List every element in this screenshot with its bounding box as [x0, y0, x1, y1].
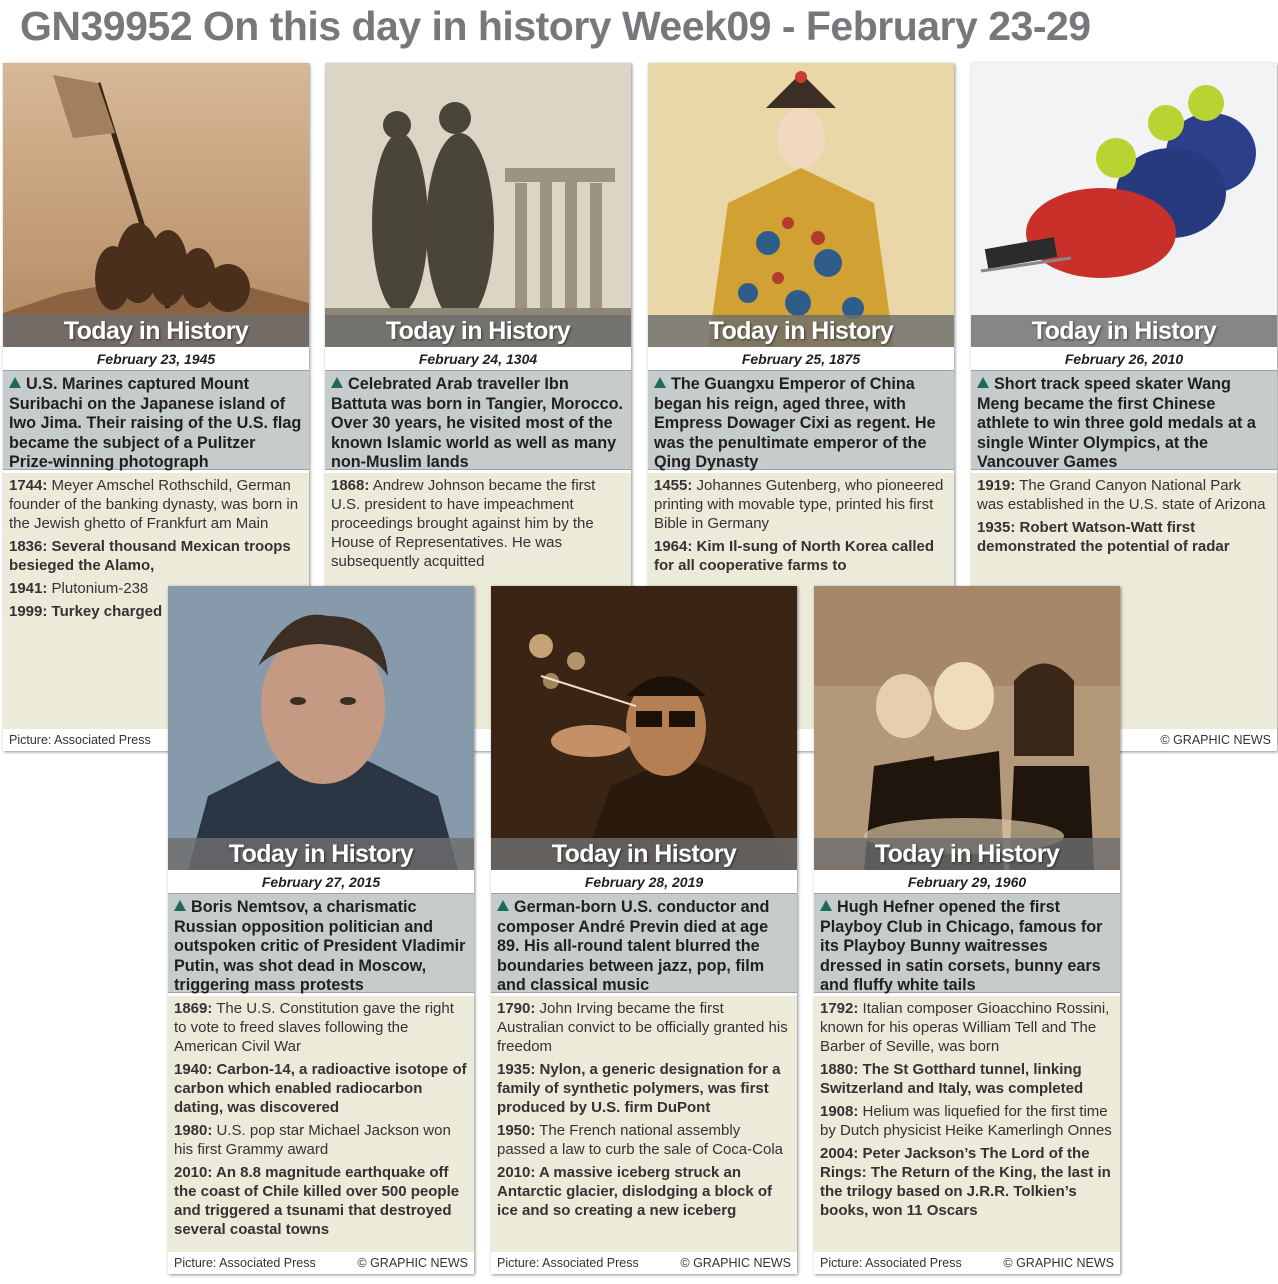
- event-text: Peter Jackson’s The Lord of the Rings: The Return of the King, the last in the trilogy based on J.R.R. Tolkien’s books, won 11 Oscars: [820, 1145, 1111, 1219]
- event-item: [174, 1163, 468, 1239]
- picture-credit: Picture: Associated Press: [820, 1256, 962, 1270]
- event-year: 1869:: [174, 1000, 213, 1017]
- headline-text: Celebrated Arab traveller Ibn Battuta was born in Tangier, Morocco. Over 30 years, he visited most of the known Islamic world as well as many non-Muslim lands: [331, 375, 624, 471]
- event-item: [820, 1102, 1114, 1140]
- photo-iwo-jima: [3, 63, 309, 347]
- event-item: [497, 999, 791, 1056]
- photo-andre-previn: [491, 586, 797, 870]
- card-headline: [3, 370, 309, 470]
- event-text: Italian composer Gioacchino Rossini, known for his operas William Tell and The Barber of Seville, was born: [820, 1000, 1110, 1055]
- card-date: February 27, 2015: [261, 874, 381, 890]
- events-list: [491, 996, 797, 1252]
- event-text: Helium was liquefied for the first time by Dutch physicist Heike Kamerlingh Onnes: [820, 1103, 1112, 1139]
- card-footer: [168, 1252, 474, 1274]
- event-text: The St Gotthard tunnel, linking Switzerland and Italy, was completed: [820, 1061, 1084, 1097]
- card-photo: [325, 63, 631, 347]
- today-in-history-label: Today in History: [385, 317, 571, 345]
- card-headline: [648, 370, 954, 470]
- card-headline: [325, 370, 631, 470]
- copyright-notice: © GRAPHIC NEWS: [680, 1256, 791, 1270]
- headline-text: Boris Nemtsov, a charismatic Russian opposition politician and outspoken critic of President Vladimir Putin, was shot dead in Moscow, triggering mass protests: [174, 898, 466, 994]
- card-date: February 29, 1960: [907, 874, 1027, 890]
- event-year: 1935:: [977, 519, 1016, 536]
- copyright-notice: © GRAPHIC NEWS: [1003, 1256, 1114, 1270]
- card-footer: [814, 1252, 1120, 1274]
- picture-credit: Picture: Associated Press: [174, 1256, 316, 1270]
- event-year: 1455:: [654, 477, 693, 494]
- photo-boris-nemtsov: [168, 586, 474, 870]
- event-text: The Grand Canyon National Park was established in the U.S. state of Arizona: [977, 477, 1266, 513]
- events-list: [814, 996, 1120, 1252]
- event-year: 1868:: [331, 477, 370, 494]
- page-title: GN39952 On this day in history Week09 - February 23-29: [20, 3, 1091, 49]
- triangle-marker-icon: [820, 900, 832, 911]
- event-item: [977, 518, 1271, 556]
- event-text: Kim Il-sung of North Korea called for all cooperative farms to: [654, 538, 935, 574]
- card-date: February 25, 1875: [741, 351, 861, 367]
- headline-text: The Guangxu Emperor of China began his reign, aged three, with Empress Dowager Cixi as regent. He was the penultimate emperor of the Qing Dynasty: [654, 375, 936, 471]
- card-photo: [168, 586, 474, 870]
- event-text: Turkey charged: [47, 603, 163, 620]
- history-card-feb-27: [168, 586, 474, 1274]
- event-text: An 8.8 magnitude earthquake off the coast of Chile killed over 500 people and triggered a tsunami that destroyed several coastal towns: [174, 1164, 460, 1238]
- event-item: [977, 476, 1271, 514]
- event-text: The U.S. Constitution gave the right to vote to freed slaves following the American Civil War: [174, 1000, 454, 1055]
- event-year: 2010:: [174, 1164, 213, 1181]
- event-item: [820, 1060, 1114, 1098]
- event-item: [654, 537, 948, 575]
- event-year: 1999:: [9, 603, 48, 620]
- event-text: A massive iceberg struck an Antarctic glacier, dislodging a block of ice and so creating a new iceberg: [497, 1164, 773, 1219]
- event-year: 1950:: [497, 1122, 536, 1139]
- event-text: Meyer Amschel Rothschild, German founder of the banking dynasty, was born in the Jewish ghetto of Frankfurt am Main: [9, 477, 299, 532]
- card-date: February 24, 1304: [418, 351, 538, 367]
- card-date: February 26, 2010: [1064, 351, 1184, 367]
- events-list: [168, 996, 474, 1252]
- today-in-history-label: Today in History: [708, 317, 894, 345]
- triangle-marker-icon: [654, 377, 666, 388]
- card-headline: [491, 893, 797, 993]
- event-item: [820, 1144, 1114, 1220]
- card-footer: [491, 1252, 797, 1274]
- event-item: [497, 1121, 791, 1159]
- event-text: Andrew Johnson became the first U.S. president to have impeachment proceedings brought against him by the House of Representatives. He was subsequently acquitted: [331, 477, 596, 570]
- event-text: U.S. pop star Michael Jackson won his first Grammy award: [174, 1122, 451, 1158]
- event-item: [174, 1060, 468, 1117]
- today-in-history-label: Today in History: [63, 317, 249, 345]
- event-year: 1908:: [820, 1103, 859, 1120]
- event-text: Nylon, a generic designation for a family of synthetic polymers, was first produced by U.S. firm DuPont: [497, 1061, 781, 1116]
- event-item: [497, 1163, 791, 1220]
- event-text: Plutonium-238: [47, 580, 149, 597]
- history-card-feb-29: [814, 586, 1120, 1274]
- event-item: [497, 1060, 791, 1117]
- event-item: [174, 1121, 468, 1159]
- card-headline: [168, 893, 474, 993]
- copyright-notice: © GRAPHIC NEWS: [1160, 733, 1271, 747]
- event-text: John Irving became the first Australian convict to be officially granted his freedom: [497, 1000, 788, 1055]
- today-in-history-label: Today in History: [228, 840, 414, 868]
- event-year: 1792:: [820, 1000, 859, 1017]
- event-item: [9, 537, 303, 575]
- event-item: [174, 999, 468, 1056]
- event-item: [331, 476, 625, 571]
- event-year: 1744:: [9, 477, 48, 494]
- card-date: February 23, 1945: [96, 351, 216, 367]
- picture-credit: Picture: Associated Press: [9, 733, 151, 747]
- card-date: February 28, 2019: [584, 874, 704, 890]
- event-item: [654, 476, 948, 533]
- card-photo: [491, 586, 797, 870]
- event-year: 1964:: [654, 538, 693, 555]
- card-photo: [814, 586, 1120, 870]
- history-card-feb-28: [491, 586, 797, 1274]
- event-item: [9, 476, 303, 533]
- photo-ibn-battuta-engraving: [325, 63, 631, 347]
- event-text: Johannes Gutenberg, who pioneered printing with movable type, printed his first Bible in Germany: [654, 477, 944, 532]
- event-year: 1790:: [497, 1000, 536, 1017]
- event-text: Several thousand Mexican troops besieged the Alamo,: [9, 538, 291, 574]
- triangle-marker-icon: [331, 377, 343, 388]
- event-year: 2010:: [497, 1164, 536, 1181]
- headline-text: U.S. Marines captured Mount Suribachi on the Japanese island of Iwo Jima. Their raising of the U.S. flag became the subject of a Pulitzer Prize-winning photograph: [9, 375, 302, 471]
- triangle-marker-icon: [977, 377, 989, 388]
- triangle-marker-icon: [9, 377, 21, 388]
- event-year: 1940:: [174, 1061, 213, 1078]
- event-text: Carbon-14, a radioactive isotope of carbon which enabled radiocarbon dating, was discovered: [174, 1061, 467, 1116]
- photo-playboy-club: [814, 586, 1120, 870]
- triangle-marker-icon: [174, 900, 186, 911]
- picture-credit: Picture: Associated Press: [497, 1256, 639, 1270]
- event-year: 1919:: [977, 477, 1016, 494]
- event-year: 1836:: [9, 538, 48, 555]
- triangle-marker-icon: [497, 900, 509, 911]
- copyright-notice: © GRAPHIC NEWS: [357, 1256, 468, 1270]
- card-photo: [971, 63, 1277, 347]
- photo-speed-skaters: [971, 63, 1277, 347]
- event-year: 1880:: [820, 1061, 859, 1078]
- event-year: 1941:: [9, 580, 48, 597]
- photo-guangxu-emperor: [648, 63, 954, 347]
- headline-text: Hugh Hefner opened the first Playboy Club in Chicago, famous for its Playboy Bunny waitresses dressed in satin corsets, bunny ears and fluffy white tails: [820, 898, 1103, 994]
- event-year: 2004:: [820, 1145, 859, 1162]
- card-photo: [3, 63, 309, 347]
- event-text: Robert Watson-Watt first demonstrated the potential of radar: [977, 519, 1230, 555]
- headline-text: Short track speed skater Wang Meng became the first Chinese athlete to win three gold medals at a single Winter Olympics, at the Vancouver Games: [977, 375, 1256, 471]
- event-item: [820, 999, 1114, 1056]
- event-year: 1980:: [174, 1122, 213, 1139]
- today-in-history-label: Today in History: [874, 840, 1060, 868]
- event-text: The French national assembly passed a law to curb the sale of Coca-Cola: [497, 1122, 783, 1158]
- event-year: 1935:: [497, 1061, 536, 1078]
- card-headline: [971, 370, 1277, 470]
- today-in-history-label: Today in History: [551, 840, 737, 868]
- card-photo: [648, 63, 954, 347]
- today-in-history-label: Today in History: [1031, 317, 1217, 345]
- card-headline: [814, 893, 1120, 993]
- headline-text: German-born U.S. conductor and composer André Previn died at age 89. His all-round talent blurred the boundaries between jazz, pop, film and classical music: [497, 898, 770, 994]
